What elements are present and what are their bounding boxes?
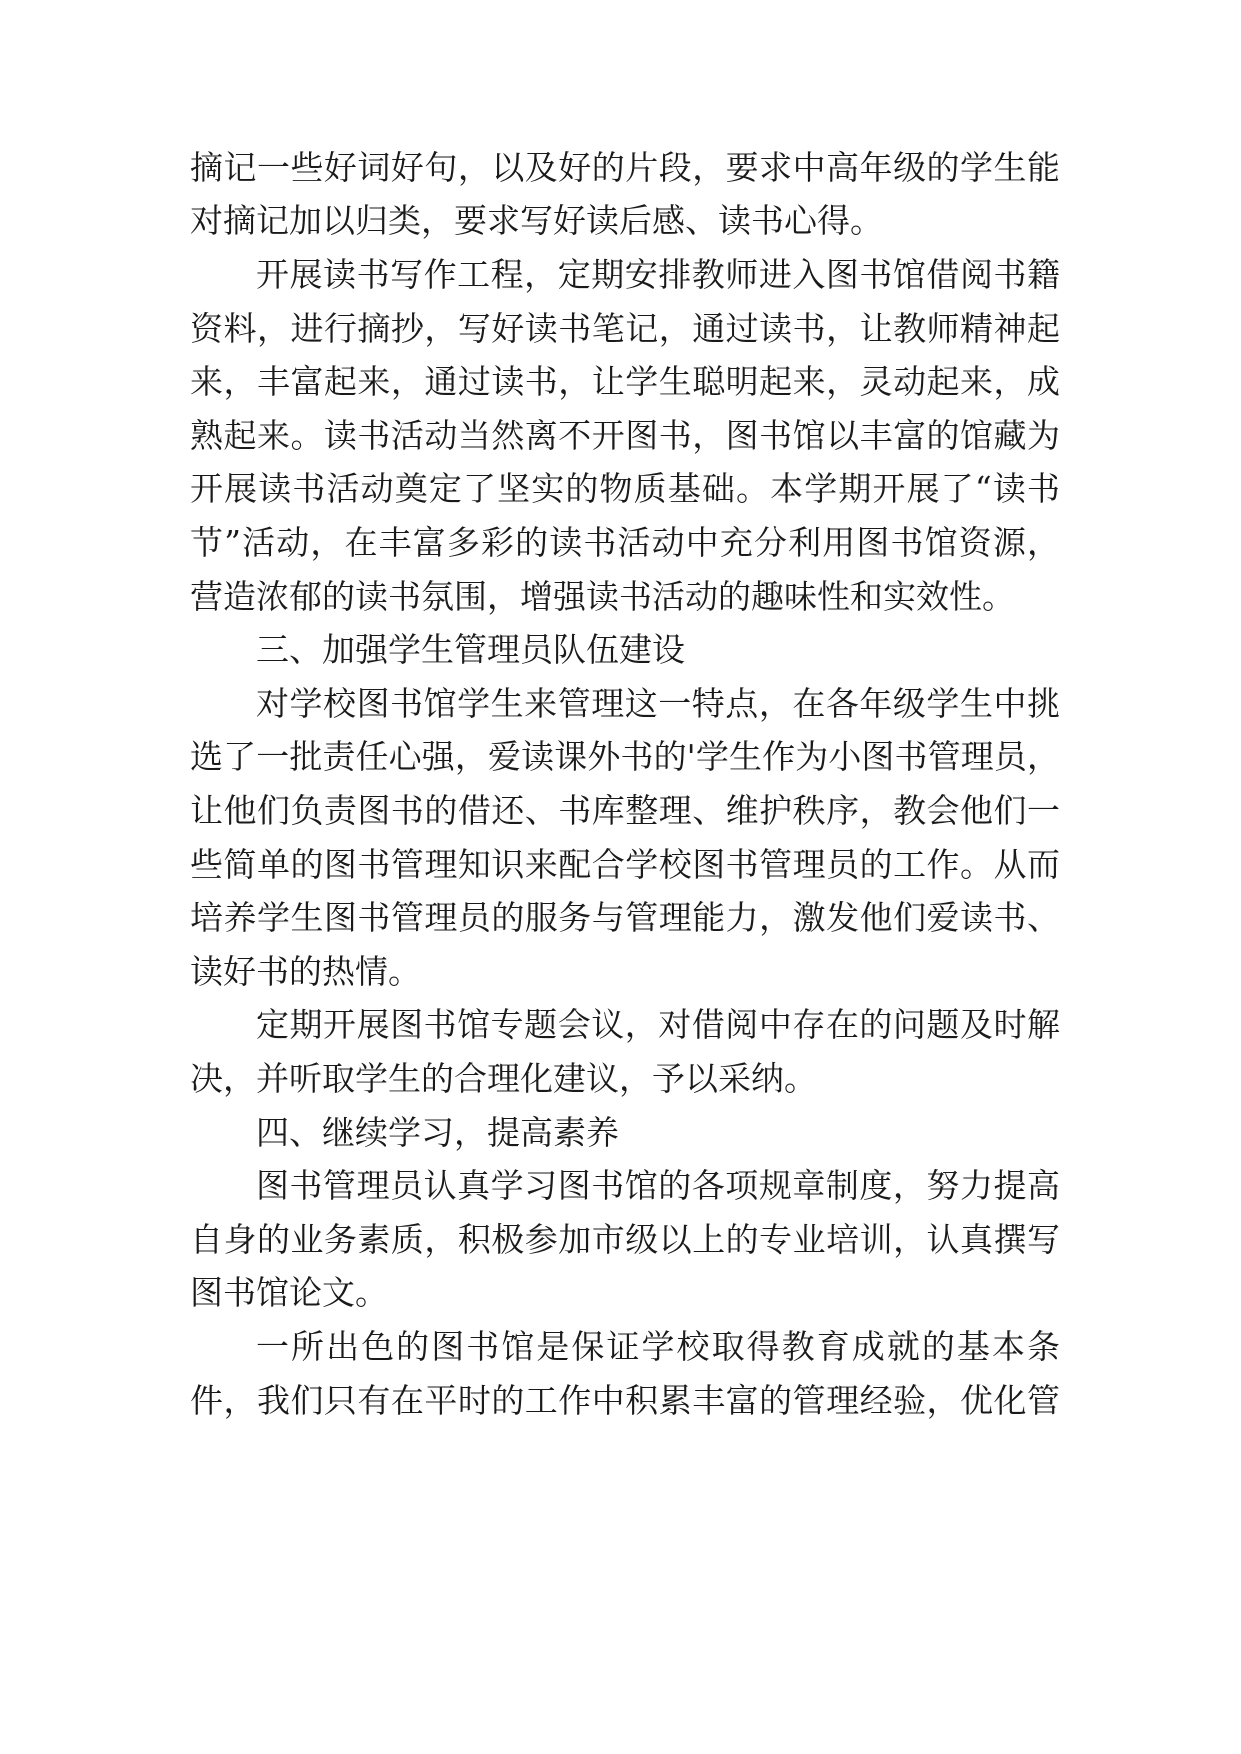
text-line: 来，丰富起来，通过读书，让学生聪明起来，灵动起来，成 <box>190 362 1060 401</box>
text-line: 培养学生图书管理员的服务与管理能力，激发他们爱读书、 <box>190 898 1060 937</box>
paragraph-start-line: 定期开展图书馆专题会议，对借阅中存在的问题及时解 <box>256 1005 1060 1044</box>
paragraph-start-line: 一所出色的图书馆是保证学校取得教育成就的基本条 <box>256 1327 1060 1366</box>
text-line: 读好书的热情。 <box>190 952 421 991</box>
section-heading: 四、继续学习，提高素养 <box>256 1113 619 1152</box>
text-line: 资料，进行摘抄，写好读书笔记，通过读书，让教师精神起 <box>190 309 1060 348</box>
text-line: 自身的业务素质，积极参加市级以上的专业培训，认真撰写 <box>190 1220 1060 1259</box>
paragraph-start-line: 对学校图书馆学生来管理这一特点，在各年级学生中挑 <box>256 684 1060 723</box>
text-line: 决，并听取学生的合理化建议，予以采纳。 <box>190 1059 817 1098</box>
text-line: 些简单的图书管理知识来配合学校图书管理员的工作。从而 <box>190 845 1060 884</box>
text-line: 让他们负责图书的借还、书库整理、维护秩序，教会他们一 <box>190 791 1060 830</box>
text-line: 件，我们只有在平时的工作中积累丰富的管理经验，优化管 <box>190 1381 1060 1420</box>
text-line: 开展读书活动奠定了坚实的物质基础。本学期开展了“读书 <box>190 469 1060 508</box>
text-line: 图书馆论文。 <box>190 1273 388 1312</box>
text-line: 熟起来。读书活动当然离不开图书，图书馆以丰富的馆藏为 <box>190 416 1060 455</box>
section-heading: 三、加强学生管理员队伍建设 <box>256 630 685 669</box>
text-line: 对摘记加以归类，要求写好读后感、读书心得。 <box>190 201 883 240</box>
text-line: 摘记一些好词好句，以及好的片段，要求中高年级的学生能 <box>190 148 1060 187</box>
text-line: 营造浓郁的读书氛围，增强读书活动的趣味性和实效性。 <box>190 577 1015 616</box>
paragraph-start-line: 开展读书写作工程，定期安排教师进入图书馆借阅书籍 <box>256 255 1060 294</box>
text-line: 选了一批责任心强，爱读课外书的'学生作为小图书管理员， <box>190 737 1060 776</box>
paragraph-start-line: 图书管理员认真学习图书馆的各项规章制度，努力提高 <box>256 1166 1060 1205</box>
text-line: 节”活动，在丰富多彩的读书活动中充分利用图书馆资源， <box>190 523 1060 562</box>
